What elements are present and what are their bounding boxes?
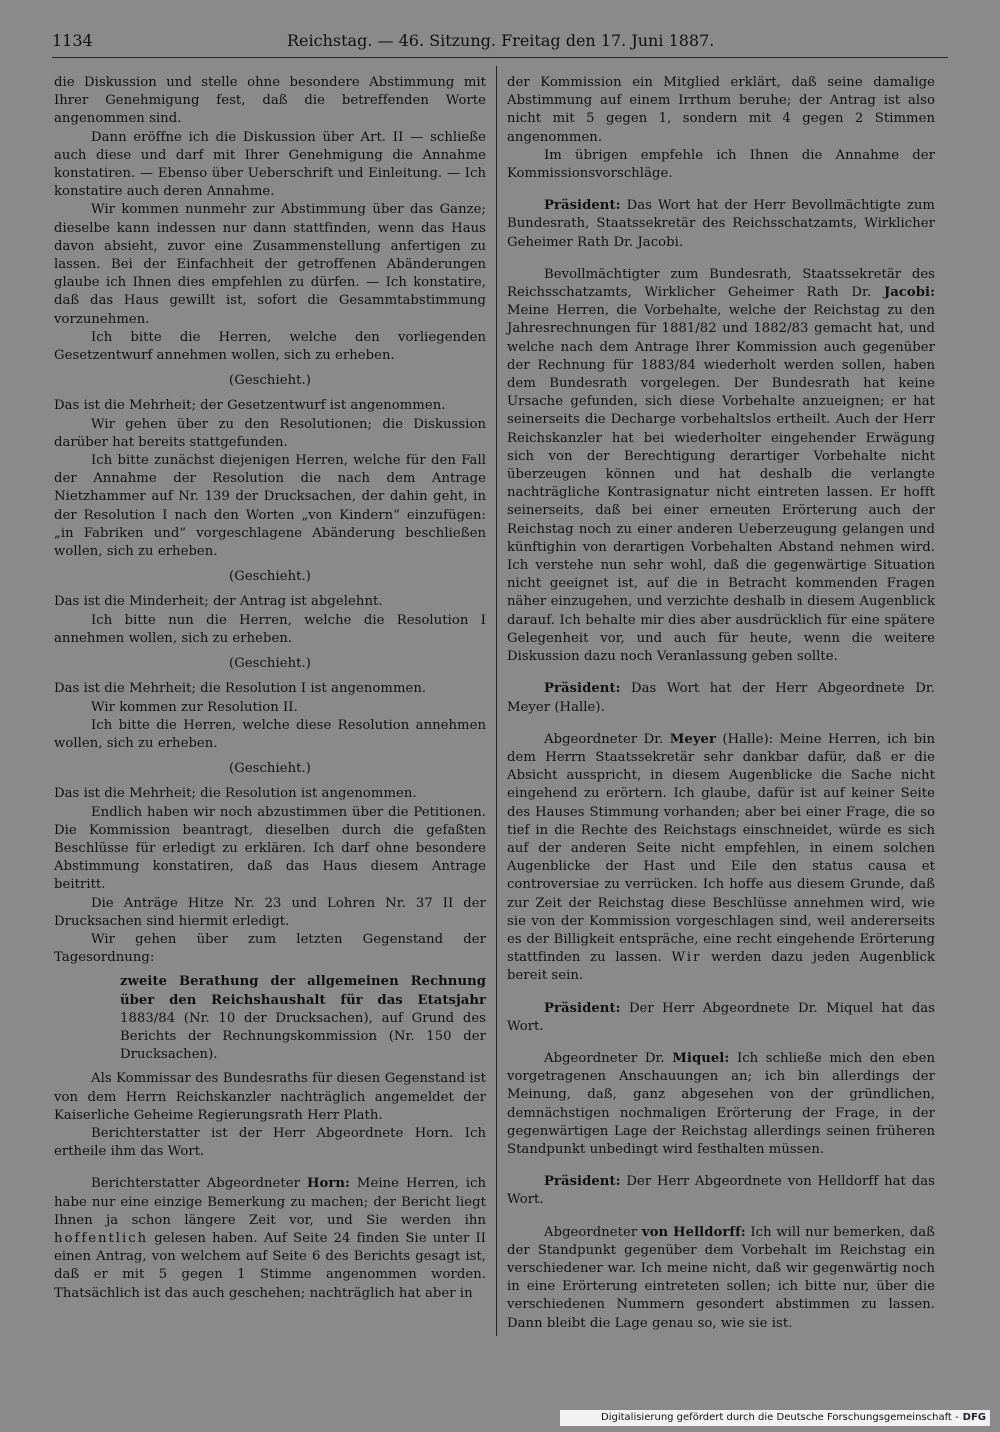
speaker-role: Bevollmächtigter zum Bundesrath, Staatssekretär des Reichsschatzamts, Wirklicher Geheimer Rath Dr. — [507, 266, 935, 301]
speech-paragraph — [507, 731, 935, 986]
paragraph: Ich bitte nun die Herren, welche die Resolution I annehmen wollen, sich zu erheben. — [54, 612, 486, 646]
digitization-credit — [560, 1410, 990, 1426]
speaker-name: Miquel: — [672, 1050, 730, 1066]
paragraph: Ich bitte zunächst diejenigen Herren, welche für den Fall der Annahme der Resolution die nach dem Antrage Nietzhammer auf Nr. 139 der Drucksachen, der dahin geht, in der Resolution I nach den Worten „von Kindern“ einzufügen: „in Fabriken und“ vorgeschlagene Abänderung beschließen wollen, sich zu erheben. — [54, 453, 486, 560]
speech-paragraph — [507, 680, 935, 716]
speech-paragraph — [507, 1173, 935, 1209]
speech-text: Meine Herren, ich habe nur eine einzige Bemerkung zu machen; der Bericht liegt Ihnen ja schon längere Zeit vor, und Sie werden ihn — [54, 1176, 486, 1228]
paragraph: Ich bitte die Herren, welche diese Resolution annehmen wollen, sich zu erheben. — [54, 717, 486, 751]
speaker-role: Abgeordneter Dr. — [544, 1050, 665, 1066]
speech-text: Ich will nur bemerken, daß der Standpunkt gegenüber dem Vorbehalt im Reichstag ein verschiedener war. Ich meine nicht, daß wir gegenwärtig noch in eine Erörterung eintreteten sollen; ich bitte nur, über die verschiedenen Nummern gesondert abstimmen zu lassen. Dann bleibt die Lage genau so, wie sie ist. — [507, 1224, 935, 1331]
speaker-name: Präsident: — [544, 1174, 621, 1190]
credit-text: Digitalisierung gefördert durch die Deutsche Forschungsgemeinschaft - — [601, 1412, 959, 1423]
paragraph: Wir kommen zur Resolution II. — [91, 699, 298, 715]
agenda-item-title: zweite Berathung der allgemeinen Rechnung über den Reichshaushalt für das Etatsjahr — [120, 974, 486, 1008]
paragraph: Im übrigen empfehle ich Ihnen die Annahme der Kommissionsvorschläge. — [507, 147, 935, 182]
paragraph: Dann eröffne ich die Diskussion über Art. II — schließe auch diese und darf mit Ihrer Genehmigung die Annahme konstatiren. — Ebenso über Ueberschrift und Einleitung. — Ich konstatire auch deren Annahme. — [54, 129, 486, 200]
speech-text: (Halle): Meine Herren, ich bin dem Herrn Staatssekretär sehr dankbar dafür, daß er die Absicht ausspricht, in diesem Augenblicke die Sache nicht eingehend zu erörtern. Ich glaube, dafür ist auf keiner Seite des Hauses Stimmung vorhanden; aber bei einer Frage, die so tief in die Rechte des Reichstags einschneidet, würde es sich auf der anderen Seite nicht empfehlen, in einem solchen Augenblicke der Hast und Eile den status causa et controversiae zu verrücken. Ich hoffe aus diesem Grunde, daß zur Zeit der Reichstag diese Beschlüsse annehmen wird, wie sie von der Kommission vorgeschlagen sind, weil andererseits es der Billigkeit entspräche, eine recht eingehende Erörterung stattfinden zu lassen. — [507, 731, 936, 966]
speaker-role: Abgeordneter Dr. — [544, 731, 664, 747]
speaker-name: Präsident: — [544, 681, 621, 697]
dfg-logo: DFG — [962, 1412, 986, 1423]
paragraph: Berichterstatter ist der Herr Abgeordnete Horn. Ich ertheile ihm das Wort. — [54, 1125, 486, 1160]
paragraph: Wir kommen nunmehr zur Abstimmung über das Ganze; dieselbe kann indessen nur dann stattfinden, wenn das Haus davon absieht, zuvor eine Zusammenstellung anfertigen zu lassen. Bei der Einfachheit der getroffenen Abänderungen glaube ich Ihnen dies empfehlen zu dürfen. — Ich konstatire, daß das Haus gewillt ist, sofort die Gesammtabstimmung vorzunehmen. — [54, 202, 486, 327]
agenda-item-detail: 1883/84 (Nr. 10 der Drucksachen), auf Grund des Berichts der Rechnungskommission (Nr. 150 der Drucksachen). — [120, 1010, 486, 1063]
emphasis: hoffentlich — [54, 1230, 149, 1246]
speech-paragraph — [507, 197, 935, 252]
speech-text: Meine Herren, die Vorbehalte, welche der Reichstag zu den Jahresrechnungen für 1881/82 und 1882/83 gemacht hat, und welche nach dem Antrage Ihrer Kommission auch gegenüber der Rechnung für 1883/84 wiederholt werden sollen, haben dem Bundesrath vorgelegen. Der Bundesrath hat keine Ursache gefunden, sich diese Vorbehalte anzueignen; er hat seinerseits die Decharge vorbehaltslos ertheilt. Auch der Herr Reichskanzler hat bei wiederholter eingehender Erwägung sich von der Berechtigung derartiger Vorbehalte nicht überzeugen können und hat deshalb die verlangte nachträgliche Kontrasignatur nicht eintreten lassen. Er hofft seinerseits, daß bei einer erneuten Erörterung auch der Reichstag noch zu einer anderen Ueberzeugung gelangen und künftighin von derartigen Vorbehalten Abstand nehmen wird. Ich verstehe nun sehr wohl, daß die gegenwärtige Situation nicht geeignet ist, auf die in Betracht kommenden Fragen näher einzugehen, und verzichte deshalb in diesem Augenblick darauf. Ich behalte mir dies aber ausdrücklich für eine spätere Gelegenheit vor, und auch für heute, wenn die weitere Diskussion dazu noch Veranlassung geben sollte. — [507, 303, 935, 665]
paragraph: Das ist die Mehrheit; der Gesetzentwurf ist angenommen. — [54, 398, 446, 414]
agenda-item — [54, 973, 486, 1064]
running-title: Reichstag. — 46. Sitzung. Freitag den 17. Juni 1887. — [287, 31, 715, 50]
paragraph: die Diskussion und stelle ohne besondere Abstimmung mit Ihrer Genehmigung fest, daß die betreffenden Worte angenommen sind. — [54, 75, 486, 127]
speech-text: Ich schließe mich den eben vorgetragenen Anschauungen an; ich bin allerdings der Meinung, daß, ganz abgesehen von der gründlichen, demnächstigen nochmaligen Erörterung der Frage, in der gegenwärtigen Lage der Reichstag allerdings seinen früheren Standpunkt unbedingt wird festhalten müssen. — [507, 1050, 936, 1157]
paragraph: Als Kommissar des Bundesraths für diesen Gegenstand ist von dem Herrn Reichskanzler nachträglich angemeldet der Kaiserliche Geheime Regierungsrath Herr Plath. — [54, 1071, 486, 1123]
speech-text: Das Wort hat der Herr Abgeordnete Dr. Meyer (Halle). — [507, 681, 935, 715]
stage-direction: (Geschieht.) — [229, 373, 311, 389]
speaker-name: Meyer — [669, 731, 716, 747]
paragraph: Das ist die Minderheit; der Antrag ist abgelehnt. — [54, 594, 383, 610]
speaker-role: Abgeordneter — [544, 1224, 638, 1240]
paragraph: Ich bitte die Herren, welche den vorliegenden Gesetzentwurf annehmen wollen, sich zu erheben. — [54, 329, 486, 364]
paragraph: Wir gehen über zu den Resolutionen; die Diskussion darüber hat bereits stattgefunden. — [54, 416, 486, 450]
paragraph: Wir gehen über zum letzten Gegenstand der Tagesordnung: — [54, 931, 486, 966]
speaker-name: Horn: — [306, 1176, 350, 1192]
speech-paragraph — [507, 1050, 935, 1159]
stage-direction: (Geschieht.) — [229, 761, 311, 777]
speech-text: Der Herr Abgeordnete Dr. Miquel hat das Wort. — [507, 1000, 935, 1034]
speech-text: gelesen haben. Auf Seite 24 finden Sie unter II einen Antrag, von welchem auf Seite 6 des Berichts gesagt ist, daß er mit 5 gegen 1 Stimme angenommen worden. Thatsächlich ist das auch geschehen; nachträglich hat aber in — [54, 1230, 487, 1301]
speech-paragraph — [507, 1000, 935, 1036]
speech-text: werden dazu jeden Augenblick bereit sein. — [507, 950, 936, 984]
left-column — [54, 74, 486, 1303]
speech-paragraph — [54, 1175, 486, 1302]
paragraph: der Kommission ein Mitglied erklärt, daß seine damalige Abstimmung auf einem Irrthum beruhe; der Antrag ist also nicht mit 5 gegen 1, sondern mit 4 gegen 2 Stimmen angenommen. — [507, 75, 935, 145]
header-rule — [52, 57, 948, 58]
speaker-role: Berichterstatter Abgeordneter — [91, 1176, 300, 1192]
paragraph: Die Anträge Hitze Nr. 23 und Lohren Nr. 37 II der Drucksachen sind hiermit erledigt. — [54, 895, 486, 929]
speech-paragraph — [507, 1224, 935, 1333]
speech-text: Das Wort hat der Herr Bevollmächtigte zum Bundesrath, Staatssekretär des Reichsschatzamts, Wirklicher Geheimer Rath Dr. Jacobi. — [507, 198, 935, 250]
speaker-name: von Helldorff: — [641, 1224, 746, 1240]
emphasis: Wir — [671, 950, 702, 966]
right-column — [507, 74, 935, 1333]
speaker-name: Präsident: — [544, 1000, 621, 1016]
stage-direction: (Geschieht.) — [229, 656, 311, 672]
page-number: 1134 — [52, 31, 93, 50]
page-header — [52, 30, 948, 52]
speaker-name: Jacobi: — [883, 285, 936, 301]
speaker-name: Präsident: — [544, 198, 621, 214]
paragraph: Das ist die Mehrheit; die Resolution ist angenommen. — [54, 786, 417, 802]
speech-text: Der Herr Abgeordnete von Helldorff hat das Wort. — [507, 1174, 935, 1208]
paragraph: Das ist die Mehrheit; die Resolution I ist angenommen. — [54, 681, 427, 697]
column-divider — [496, 66, 497, 1336]
paragraph: Endlich haben wir noch abzustimmen über die Petitionen. Die Kommission beantragt, dieselben durch die gefaßten Beschlüsse für erledigt zu erklären. Ich darf ohne besondere Abstimmung konstatiren, daß das Haus diesem Antrage beitritt. — [54, 804, 486, 893]
speech-paragraph — [507, 266, 935, 666]
stage-direction: (Geschieht.) — [229, 569, 311, 585]
